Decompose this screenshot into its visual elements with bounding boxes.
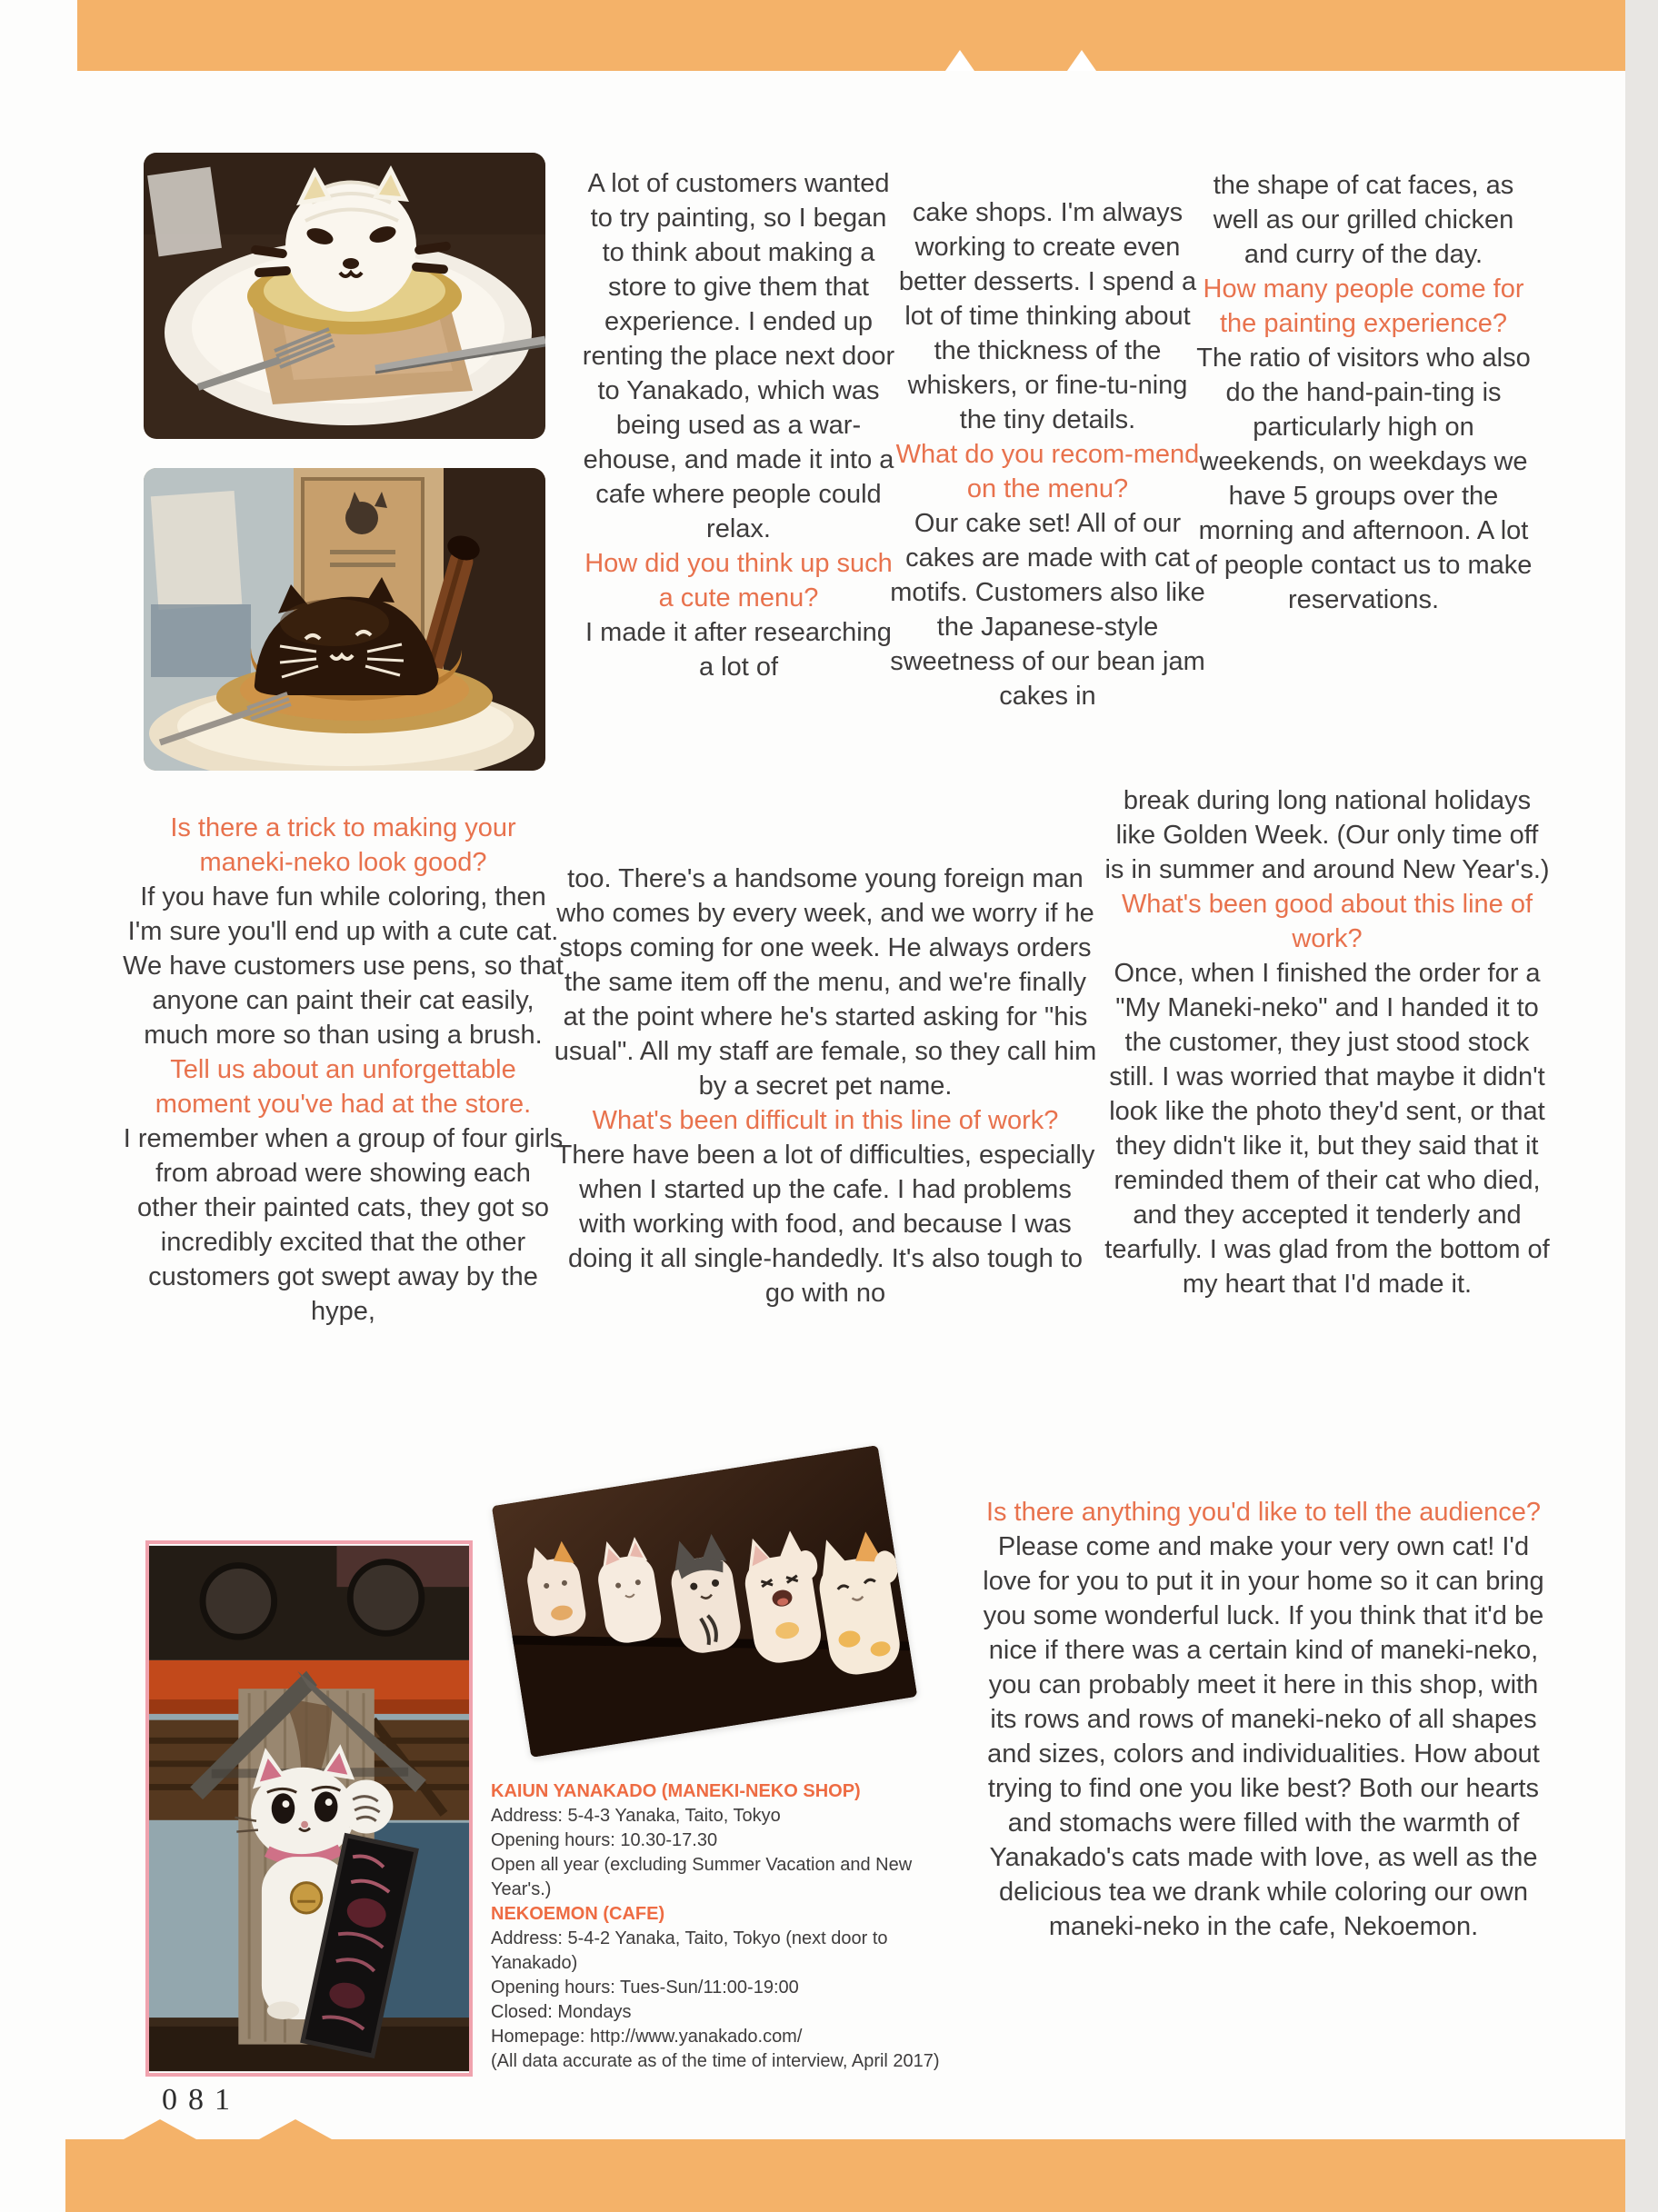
question-text: What's been difficult in this line of work? <box>592 1106 1059 1135</box>
question-text: How many people come for the painting experience? <box>1203 274 1524 338</box>
page-scan-edge <box>1625 0 1658 2212</box>
question-text: What's been good about this line of work? <box>1121 890 1533 953</box>
shop-closed: Closed: Mondays <box>491 2002 632 2022</box>
cat-cake-photo <box>144 153 545 439</box>
interview-column-6 <box>1104 783 1550 1301</box>
answer-text: The ratio of visitors who also do the hand-pain-ting is particularly high on weekends, on weekdays we have 5 groups over the morning and afternoon. A lot of people contact us to make reservations. <box>1194 344 1533 614</box>
cat-ear-bump-icon <box>124 2119 196 2139</box>
chocolate-cat-photo <box>144 468 545 771</box>
answer-text: I remember when a group of four girls from abroad were showing each other their painted cats, they got so incredibly excited that the other customers got swept away by the hype, <box>123 1124 564 1326</box>
signboard-illustration <box>149 1544 469 2073</box>
question-text: Is there anything you'd like to tell the audience? <box>985 1498 1542 1527</box>
answer-text: Please come and make your very own cat! I'd love for you to put it in your home so it can bring you some wonderful luck. If you think that it'd be nice if there was a certain kind of maneki-neko, you can probably meet it here in this shop, with its rows and rows of maneki-neko of all shapes and sizes, colors and individualities. How about trying to find one you like best? Both our hearts and stomachs were filled with the warmth of Yanakado's cats made with love, as well as the delicious tea we drank while coloring our own maneki-neko in the cafe, Nekoemon. <box>983 1532 1544 1941</box>
interview-column-2 <box>886 195 1209 713</box>
interview-column-3 <box>1191 168 1536 617</box>
shop-address: Address: 5-4-3 Yanaka, Taito, Tokyo <box>491 1806 781 1826</box>
bottom-accent-bar <box>65 2139 1625 2212</box>
answer-text: I made it after researching a lot of <box>585 618 892 682</box>
answer-text: break during long national holidays like Golden Week. (Our only time off is in summer and around New Year's.) <box>1104 786 1550 884</box>
cat-ear-notch-icon <box>945 50 974 71</box>
answer-text: A lot of customers wanted to try painting, so I began to think about making a store to give them that experience. I ended up renting the place next door to Yanakado, which was being used as a war-ehouse, and made it into a cafe where people could relax. <box>582 169 895 543</box>
shop-name: NEKOEMON (CAFE) <box>491 1904 665 1924</box>
chocolate-cat-illustration <box>144 468 545 771</box>
shop-address: Address: 5-4-2 Yanaka, Taito, Tokyo (next door to Yanakado) <box>491 1928 888 1973</box>
page-number: 081 <box>162 2083 241 2117</box>
answer-text: If you have fun while coloring, then I'm sure you'll end up with a cute cat. We have customers use pens, so that anyone can paint their cat easily, much more so than using a brush. <box>123 882 564 1050</box>
cat-ear-bump-icon <box>259 2119 332 2139</box>
interview-column-1 <box>582 166 895 684</box>
question-text: What do you recom-mend on the menu? <box>895 440 1200 503</box>
shop-note: Open all year (excluding Summer Vacation and New Year's.) <box>491 1855 913 1899</box>
interview-column-4 <box>123 811 564 1329</box>
figurines-photo <box>492 1445 918 1758</box>
answer-text: cake shops. I'm always working to create even better desserts. I spend a lot of time thinking about the thickness of the whiskers, or fine-tu-ning the tiny details. <box>898 198 1197 434</box>
cat-cake-illustration <box>144 153 545 439</box>
cat-ear-notch-icon <box>1067 50 1096 71</box>
shop-hours: Opening hours: Tues-Sun/11:00-19:00 <box>491 1978 799 1998</box>
answer-text: too. There's a handsome young foreign man who comes by every week, and we worry if he stops coming for one week. He always orders the same item off the menu, and we're finally at the point where he's started asking for "his usual". All my staff are female, so they call him by a secret pet name. <box>554 864 1097 1101</box>
question-text: Tell us about an unforgettable moment you've had at the store. <box>155 1055 532 1119</box>
figurines-illustration <box>492 1445 918 1758</box>
question-text: Is there a trick to making your maneki-neko look good? <box>170 813 516 877</box>
answer-text: the shape of cat faces, as well as our grilled chicken and curry of the day. <box>1213 171 1514 269</box>
answer-text: Once, when I finished the order for a "My Maneki-neko" and I handed it to the customer, they just stood stock still. I was worried that maybe it didn't look like the photo they'd sent, or that they didn't like it, but they said that it reminded them of their cat who died, and they accepted it tenderly and tearfully. I was glad from the bottom of my heart that I'd made it. <box>1104 959 1550 1299</box>
question-text: How did you think up such a cute menu? <box>584 549 893 613</box>
answer-text: There have been a lot of difficulties, especially when I started up the cafe. I had problems with working with food, and because I was doing it all single-handedly. It's also tough to go with no <box>555 1141 1095 1308</box>
shop-homepage: Homepage: http://www.yanakado.com/ <box>491 2027 803 2047</box>
shop-info-block <box>491 1779 954 2074</box>
interview-column-5 <box>553 862 1098 1310</box>
signboard-photo <box>145 1540 473 2077</box>
shop-disclaimer: (All data accurate as of the time of interview, April 2017) <box>491 2051 940 2071</box>
answer-text: Our cake set! All of our cakes are made with cat motifs. Customers also like the Japanese-style sweetness of our bean jam cakes in <box>890 509 1205 711</box>
shop-hours: Opening hours: 10.30-17.30 <box>491 1830 718 1850</box>
top-accent-bar <box>77 0 1625 71</box>
interview-column-closing <box>973 1495 1554 1944</box>
shop-name: KAIUN YANAKADO (MANEKI-NEKO SHOP) <box>491 1781 861 1801</box>
